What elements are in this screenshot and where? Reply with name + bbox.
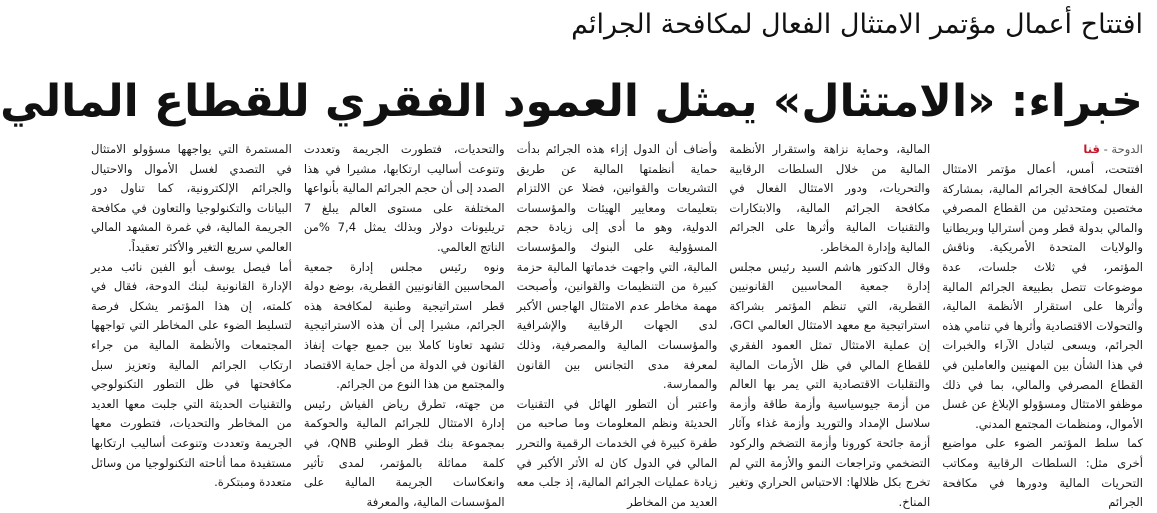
article-column-5	[91, 140, 292, 490]
paragraph: افتتحت، أمس، أعمال مؤتمر الامتثال الفعال لمكافحة الجرائم المالية، بمشاركة مختصين ومتحدثين من القطاع المصرفي والمالي بدولة قطر ومن أستراليا وبريطانيا والولايات المتحدة الأمريكية. وناقش المؤتمر، في ثلاث جلسات، عدة موضوعات تتصل بطبيعة الجرائم المالية وأثرها على استقرار الأنظمة المالية، والتحولات الاقتصادية وأثرها في تنامي هذه الجرائم، ويسعى لتبادل الآراء والخبرات في هذا الشأن بين المهنيين والعاملين في القطاع المصرفي والمالي، بما في ذلك موظفو الامتثال ومسؤولو الإبلاغ عن غسل الأموال، ومنظمات المجتمع المدني.	[942, 162, 1143, 431]
paragraph: وقال الدكتور هاشم السيد رئيس مجلس إدارة جمعية المحاسبين القانونيين القطرية، التي تنظم المؤتمر بشراكة استراتيجية مع معهد الامتثال العالمي GCI، إن عملية الامتثال تمثل العمود الفقري للقطاع المالي في ظل الأزمات المالية والتقلبات الاقتصادية التي يمر بها العالم من أزمة جيوسياسية وأزمة طاقة وأزمة سلاسل الإمداد والتوريد وأزمة غذاء وآثار أزمة جائحة كورونا وأزمة التضخم والركود التضخمي وتراجعات النمو والأزمة التي لم تخرج بكل ظلالها: الاحتباس الحراري وتغير المناخ.	[729, 259, 931, 509]
paragraph: المالية، وحماية نزاهة واستقرار الأنظمة المالية من خلال السلطات الرقابية والتحريات، ودور الامتثال الفعال في مكافحة الجرائم المالية، والابتكارات والتقنيات المالية وأثرها على الجرائم المالية وإدارة المخاطر.	[729, 142, 931, 254]
paragraph: المستمرة التي يواجهها مسؤولو الامتثال في التصدي لغسل الأموال والاحتيال والجرائم الإلكترونية، كما تناول دور البيانات والتكنولوجيا والتعاون في مكافحة الجريمة المالية، في غمرة المشهد المالي العالمي سريع التغير والأكثر تعقيداً.	[91, 142, 292, 254]
article-body	[91, 140, 1143, 510]
article-column-4	[303, 140, 505, 509]
article-kicker: افتتاح أعمال مؤتمر الامتثال الفعال لمكافحة الجرائم	[571, 9, 1143, 40]
article-column-2	[729, 140, 931, 509]
paragraph: واعتبر أن التطور الهائل في التقنيات الحديثة ونظم المعلومات وما صاحبه من طفرة كبيرة في الخدمات الرقمية والتحرر المالي في الدول كان له الأثر الأكبر في زيادة عمليات الجرائم المالية، إذ جلب معه العديد من المخاطر	[516, 396, 718, 509]
paragraph: والتحديات، فتطورت الجريمة وتعددت وتنوعت أساليب ارتكابها، مشيرا في هذا الصدد إلى أن حجم الجرائم المالية بأنواعها المختلفة على مستوى العالم يبلغ 7 تريليونات دولار وبذلك يمثل 7,4 %من الناتج العالمي.	[303, 142, 505, 254]
article-column-1	[942, 140, 1143, 510]
paragraph: وأضاف أن الدول إزاء هذه الجرائم بدأت حماية أنظمتها المالية عن طريق التشريعات والقوانين، فضلا عن الالتزام بتعليمات ومعايير الهيئات والمؤسسات الدولية، وهو ما أدى إلى زيادة حجم المسؤولية على البنوك والمؤسسات المالية، التي واجهت خدماتها المالية حزمة كبيرة من التنظيمات والقوانين، وأصبحت مهمة مخاطر عدم الامتثال الهاجس الأكبر لدى الجهات الرقابية والإشرافية والمؤسسات المالية والمصرفية، وذلك لمعرفة مدى التجانس بين القانون والممارسة.	[516, 142, 718, 392]
dateline	[942, 140, 1143, 159]
paragraph: من جهته، تطرق رياض الفياش رئيس إدارة الامتثال للجرائم المالية والحوكمة بمجموعة بنك قطر الوطني QNB، في كلمة مماثلة بالمؤتمر، لمدى تأثير وانعكاسات الجريمة المالية على المؤسسات المالية، والمعرفة	[303, 396, 505, 509]
article-column-3	[516, 140, 718, 509]
paragraph: كما سلط المؤتمر الضوء على مواضيع أخرى مثل: السلطات الرقابية ومكاتب التحريات المالية ودورها في مكافحة الجرائم	[942, 436, 1143, 510]
paragraph: أما فيصل يوسف أبو الفين نائب مدير الإدارة القانونية لبنك الدوحة، فقال في كلمته، إن هذا المؤتمر يشكل فرصة لتسليط الضوء على المخاطر التي تواجهها المجتمعات والأنظمة المالية من جراء ارتكاب الجرائم المالية وتعزيز سبل مكافحتها في ظل التطور التكنولوجي والتقنيات الحديثة التي جلبت معها العديد من المخاطر والتحديات، فتطورت معها الجريمة وتعددت وتنوعت أساليب ارتكابها مستفيدة مما أتاحته التكنولوجيا من وسائل متعددة ومبتكرة.	[91, 259, 292, 490]
paragraph: ونوه رئيس مجلس إدارة جمعية المحاسبين القانونيين القطرية، بوضع دولة قطر استراتيجية وطنية لمكافحة هذه الجرائم، مشيرا إلى أن هذه الاستراتيجية تشهد تعاونا كاملا بين جميع جهات إنفاذ القانون في الدولة من أجل حماية الاقتصاد والمجتمع من هذا النوع من الجرائم.	[303, 259, 505, 392]
article-headline: خبراء: «الامتثال» يمثل العمود الفقري للقطاع المالي	[0, 76, 1143, 127]
dateline-separator: -	[1099, 142, 1112, 156]
dateline-source: قنا	[1083, 142, 1100, 156]
dateline-place: الدوحة	[1111, 142, 1143, 156]
